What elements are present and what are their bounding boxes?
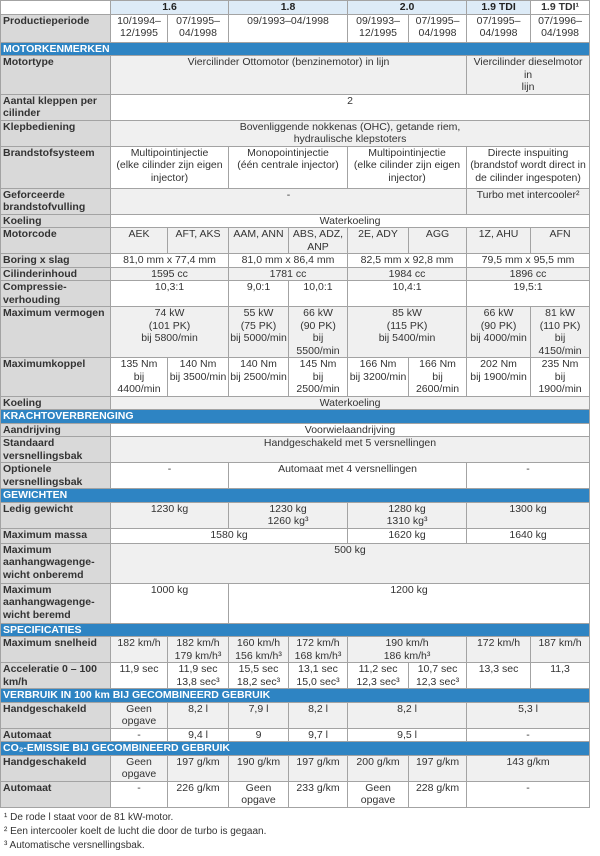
row-label: Koeling (1, 396, 111, 410)
spec-value-cell: 1984 cc (348, 267, 467, 281)
spec-value-cell: 166 Nm bij 2600/min (409, 358, 467, 397)
footnote: ³ Automatische versnellingsbak. (4, 839, 145, 851)
spec-value-cell: 09/1993–04/1998 (229, 14, 348, 42)
spec-row (1, 56, 590, 95)
spec-row (1, 755, 590, 781)
spec-value-cell: 1200 kg (229, 583, 590, 623)
spec-value-cell: 228 g/km (409, 781, 467, 807)
spec-value-cell: 235 Nm bij 1900/min (531, 358, 590, 397)
spec-value-cell: 66 kW (90 PK) bij 4000/min (467, 307, 531, 358)
spec-value-cell: 1620 kg (348, 528, 467, 543)
spec-value-cell: 1230 kg (111, 502, 229, 528)
spec-value-cell: 1300 kg (467, 502, 590, 528)
spec-value-cell: ABS, ADZ, ANP (289, 228, 348, 254)
spec-value-cell: Viercilinder dieselmotor in lijn (467, 56, 590, 95)
spec-value-cell: 166 Nm bij 3200/min (348, 358, 409, 397)
spec-value-cell: 81,0 mm x 86,4 mm (229, 254, 348, 268)
row-label: Optionele versnellingsbak (1, 463, 111, 489)
spec-value-cell: 74 kW (101 PK) bij 5800/min (111, 307, 229, 358)
spec-value-cell: - (111, 781, 168, 807)
row-label: Handgeschakeld (1, 755, 111, 781)
spec-value-cell: 200 g/km (348, 755, 409, 781)
spec-value-cell: 197 g/km (409, 755, 467, 781)
row-label: Maximum snelheid (1, 637, 111, 663)
section-header-row (1, 489, 590, 503)
spec-value-cell: Automaat met 4 versnellingen (229, 463, 467, 489)
spec-value-cell: AFT, AKS (168, 228, 229, 254)
section-title: KRACHTOVERBRENGING (1, 410, 590, 424)
spec-row (1, 254, 590, 268)
section-header-row (1, 742, 590, 756)
spec-value-cell: 10/1994– 12/1995 (111, 14, 168, 42)
row-label: Automaat (1, 728, 111, 742)
section-title: VERBRUIK IN 100 km BIJ GECOMBINEERD GEBRUIK (1, 689, 590, 703)
spec-value-cell: 233 g/km (289, 781, 348, 807)
spec-row (1, 463, 590, 489)
spec-value-cell: 10,0:1 (289, 281, 348, 307)
footnote: ¹ De rode l staat voor de 81 kW-motor. (4, 811, 174, 823)
spec-value-cell: Multipointinjectie (elke cilinder zijn eigen injector) (111, 146, 229, 188)
spec-value-cell: 19,5:1 (467, 281, 590, 307)
spec-value-cell: 09/1993– 12/1995 (348, 14, 409, 42)
spec-value-cell: AFN (531, 228, 590, 254)
spec-row (1, 281, 590, 307)
row-label: Standaard versnellingsbak (1, 437, 111, 463)
spec-value-cell: 9,0:1 (229, 281, 289, 307)
spec-row (1, 228, 590, 254)
row-label: Automaat (1, 781, 111, 807)
spec-value-cell: 187 km/h (531, 637, 590, 663)
row-label: Brandstofsysteem (1, 146, 111, 188)
spec-value-cell: AGG (409, 228, 467, 254)
spec-value-cell: 10,7 sec 12,3 sec³ (409, 663, 467, 689)
spec-value-cell: 79,5 mm x 95,5 mm (467, 254, 590, 268)
row-label: Klepbediening (1, 120, 111, 146)
spec-value-cell: - (467, 463, 590, 489)
spec-value-cell: - (467, 728, 590, 742)
spec-value-cell: 8,2 l (348, 702, 467, 728)
spec-value-cell: - (111, 728, 168, 742)
row-label: Maximumkoppel (1, 358, 111, 397)
spec-value-cell: 11,2 sec 12,3 sec³ (348, 663, 409, 689)
spec-value-cell: 7,9 l (229, 702, 289, 728)
spec-value-cell: 81 kW (110 PK) bij 4150/min (531, 307, 590, 358)
spec-value-cell: 143 g/km (467, 755, 590, 781)
spec-value-cell: 1640 kg (467, 528, 590, 543)
spec-row (1, 396, 590, 410)
section-header-row (1, 410, 590, 424)
row-label: Ledig gewicht (1, 502, 111, 528)
engine-group-header: 1.8 (229, 1, 348, 15)
spec-value-cell: 197 g/km (289, 755, 348, 781)
spec-value-cell: 190 g/km (229, 755, 289, 781)
spec-value-cell: 135 Nm bij 4400/min (111, 358, 168, 397)
spec-value-cell: 182 km/h 179 km/h³ (168, 637, 229, 663)
footnotes (0, 808, 588, 856)
spec-value-cell: 2 (111, 94, 590, 120)
spec-value-cell: Waterkoeling (111, 396, 590, 410)
engine-group-header: 1.9 TDI (467, 1, 531, 15)
row-label: Motortype (1, 56, 111, 95)
spec-row (1, 188, 590, 214)
spec-value-cell: Geen opgave (348, 781, 409, 807)
spec-value-cell: 5,3 l (467, 702, 590, 728)
section-header-row (1, 623, 590, 637)
spec-value-cell: 197 g/km (168, 755, 229, 781)
spec-row (1, 423, 590, 437)
spec-row (1, 214, 590, 228)
engine-group-header: 2.0 (348, 1, 467, 15)
spec-row (1, 146, 590, 188)
row-label: Aantal kleppen per cilinder (1, 94, 111, 120)
spec-value-cell: 9,5 l (348, 728, 467, 742)
engine-group-header: 1.9 TDI¹ (531, 1, 590, 15)
spec-value-cell: 10,4:1 (348, 281, 467, 307)
spec-value-cell: 202 Nm bij 1900/min (467, 358, 531, 397)
spec-row (1, 94, 590, 120)
row-label: Geforceerde brandstofvulling (1, 188, 111, 214)
spec-value-cell: 1230 kg 1260 kg³ (229, 502, 348, 528)
spec-value-cell: 81,0 mm x 77,4 mm (111, 254, 229, 268)
spec-row (1, 120, 590, 146)
row-label: Maximum aanhangwagenge- wicht onberemd (1, 543, 111, 583)
spec-row (1, 528, 590, 543)
row-label: Cilinderinhoud (1, 267, 111, 281)
spec-row (1, 543, 590, 583)
section-header-row (1, 689, 590, 703)
spec-row (1, 437, 590, 463)
spec-value-cell: Monopointinjectie (één centrale injector) (229, 146, 348, 188)
spec-value-cell: 145 Nm bij 2500/min (289, 358, 348, 397)
spec-value-cell: 182 km/h (111, 637, 168, 663)
spec-value-cell: 1896 cc (467, 267, 590, 281)
row-label: Handgeschakeld (1, 702, 111, 728)
spec-value-cell: 10,3:1 (111, 281, 229, 307)
engine-group-header: 1.6 (111, 1, 229, 15)
spec-row (1, 14, 590, 42)
spec-row (1, 583, 590, 623)
spec-value-cell: - (111, 463, 229, 489)
row-label: Acceleratie 0 – 100 km/h (1, 663, 111, 689)
row-label: Productieperiode (1, 14, 111, 42)
spec-value-cell: 13,1 sec 15,0 sec³ (289, 663, 348, 689)
spec-value-cell: Waterkoeling (111, 214, 590, 228)
spec-value-cell: Turbo met intercooler² (467, 188, 590, 214)
spec-row (1, 728, 590, 742)
section-header-row (1, 42, 590, 56)
spec-value-cell: - (111, 188, 467, 214)
section-title: MOTORKENMERKEN (1, 42, 590, 56)
header-corner-cell (1, 1, 111, 15)
spec-value-cell: 07/1996– 04/1998 (531, 14, 590, 42)
spec-value-cell: 11,3 (531, 663, 590, 689)
spec-row (1, 702, 590, 728)
spec-value-cell: 190 km/h 186 km/h³ (348, 637, 467, 663)
spec-row (1, 637, 590, 663)
spec-value-cell: 15,5 sec 18,2 sec³ (229, 663, 289, 689)
spec-value-cell: 9 (229, 728, 289, 742)
spec-row (1, 307, 590, 358)
spec-value-cell: 8,2 l (289, 702, 348, 728)
spec-value-cell: 500 kg (111, 543, 590, 583)
spec-value-cell: Bovenliggende nokkenas (OHC), getande riem, hydraulische klepstoters (111, 120, 590, 146)
spec-value-cell: Geen opgave (229, 781, 289, 807)
spec-value-cell: 1Z, AHU (467, 228, 531, 254)
row-label: Boring x slag (1, 254, 111, 268)
spec-value-cell: 140 Nm bij 2500/min (229, 358, 289, 397)
row-label: Maximum aanhangwagenge- wicht beremd (1, 583, 111, 623)
spec-value-cell: 1280 kg 1310 kg³ (348, 502, 467, 528)
spec-value-cell: 1000 kg (111, 583, 229, 623)
spec-value-cell: 11,9 sec 13,8 sec³ (168, 663, 229, 689)
spec-value-cell: - (467, 781, 590, 807)
row-label: Maximum massa (1, 528, 111, 543)
footnote: ² Een intercooler koelt de lucht die door de turbo is gegaan. (4, 825, 267, 837)
spec-value-cell: Directe inspuiting (brandstof wordt direct in de cilinder ingespoten) (467, 146, 590, 188)
spec-value-cell: 1781 cc (229, 267, 348, 281)
spec-value-cell: 66 kW (90 PK) bij 5500/min (289, 307, 348, 358)
spec-value-cell: 160 km/h 156 km/h³ (229, 637, 289, 663)
spec-value-cell: 1595 cc (111, 267, 229, 281)
spec-value-cell: 8,2 l (168, 702, 229, 728)
spec-value-cell: 9,7 l (289, 728, 348, 742)
column-group-header-row (1, 1, 590, 15)
spec-value-cell: 2E, ADY (348, 228, 409, 254)
spec-value-cell: Voorwielaandrijving (111, 423, 590, 437)
spec-value-cell: Handgeschakeld met 5 versnellingen (111, 437, 590, 463)
spec-row (1, 358, 590, 397)
spec-value-cell: 11,9 sec (111, 663, 168, 689)
spec-value-cell: AAM, ANN (229, 228, 289, 254)
spec-value-cell: Geen opgave (111, 755, 168, 781)
section-title: SPECIFICATIES (1, 623, 590, 637)
spec-row (1, 267, 590, 281)
spec-row (1, 502, 590, 528)
spec-value-cell: 07/1995– 04/1998 (467, 14, 531, 42)
spec-value-cell: 82,5 mm x 92,8 mm (348, 254, 467, 268)
spec-value-cell: AEK (111, 228, 168, 254)
spec-value-cell: 1580 kg (111, 528, 348, 543)
spec-value-cell: 172 km/h 168 km/h³ (289, 637, 348, 663)
spec-value-cell: Geen opgave (111, 702, 168, 728)
section-title: GEWICHTEN (1, 489, 590, 503)
spec-value-cell: Multipointinjectie (elke cilinder zijn eigen injector) (348, 146, 467, 188)
spec-table-body (1, 1, 590, 808)
spec-value-cell: 55 kW (75 PK) bij 5000/min (229, 307, 289, 358)
spec-value-cell: Viercilinder Ottomotor (benzinemotor) in lijn (111, 56, 467, 95)
spec-row (1, 663, 590, 689)
spec-value-cell: 13,3 sec (467, 663, 531, 689)
row-label: Compressie- verhouding (1, 281, 111, 307)
row-label: Motorcode (1, 228, 111, 254)
row-label: Aandrijving (1, 423, 111, 437)
spec-value-cell: 07/1995– 04/1998 (168, 14, 229, 42)
spec-value-cell: 07/1995– 04/1998 (409, 14, 467, 42)
spec-value-cell: 9,4 l (168, 728, 229, 742)
spec-row (1, 781, 590, 807)
row-label: Koeling (1, 214, 111, 228)
spec-value-cell: 226 g/km (168, 781, 229, 807)
row-label: Maximum vermogen (1, 307, 111, 358)
section-title: CO₂-EMISSIE BIJ GECOMBINEERD GEBRUIK (1, 742, 590, 756)
spec-value-cell: 85 kW (115 PK) bij 5400/min (348, 307, 467, 358)
spec-value-cell: 172 km/h (467, 637, 531, 663)
spec-value-cell: 140 Nm bij 3500/min (168, 358, 229, 397)
